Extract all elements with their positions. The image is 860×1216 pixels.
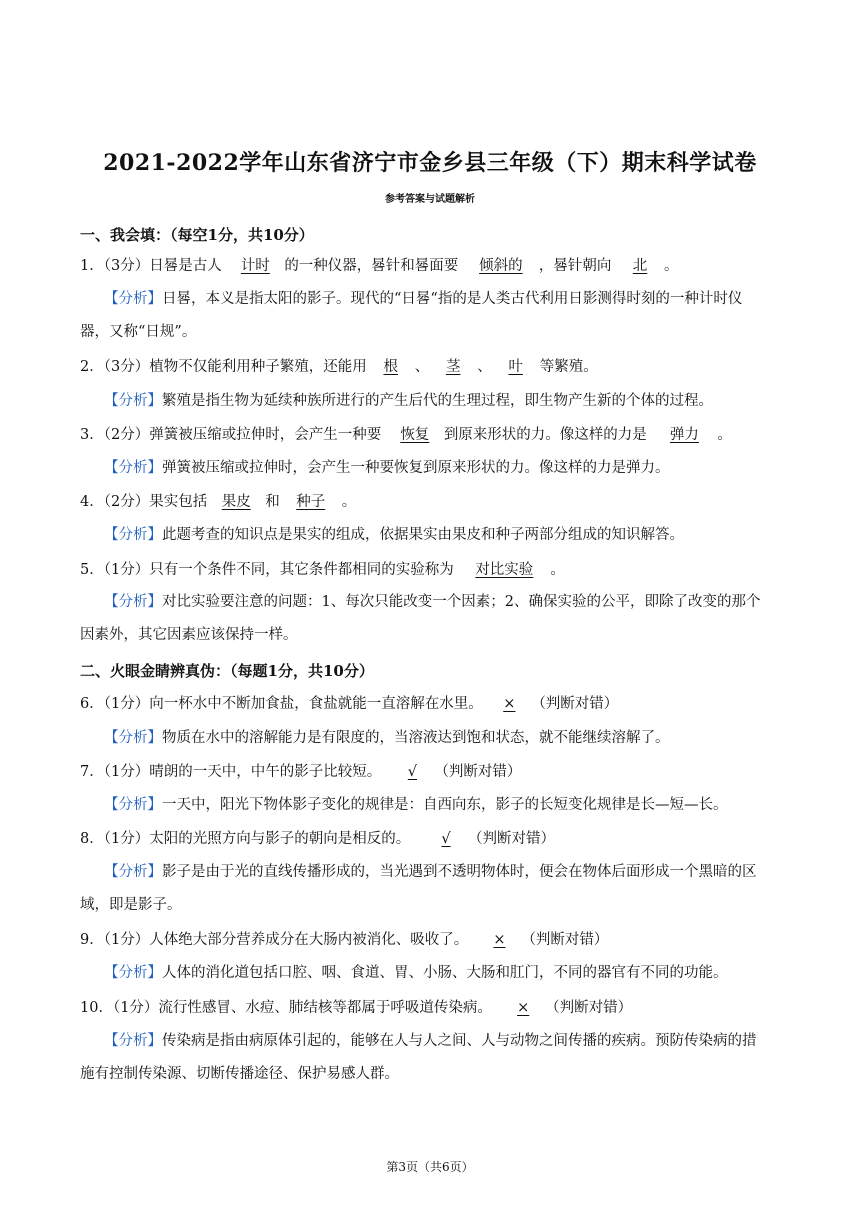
question-3: 3．（2分）弹簧被压缩或拉伸时，会产生一种要 恢复 到原来形状的力。像这样的力是 弹力 。 xyxy=(80,427,732,443)
section-heading-2: 二、火眼金睛辨真伪：（每题1分，共10分） xyxy=(80,662,374,680)
analysis-10: 【分析】传染病是指由病原体引起的，能够在人与人之间、人与动物之间传播的疾病。预防传染病的措 施有控制传染源、切断传播途径、保护易感人群。 xyxy=(80,1033,757,1082)
page-footer: 第3页（共6页） xyxy=(386,1160,474,1174)
page-title: 2021-2022学年山东省济宁市金乡县三年级（下）期末科学试卷 xyxy=(103,150,757,176)
question-5: 5．（1分）只有一个条件不同，其它条件都相同的实验称为 对比实验 。 xyxy=(80,562,565,578)
analysis-4: 【分析】此题考查的知识点是果实的组成，依据果实由果皮和种子两部分组成的知识解答。 xyxy=(104,527,684,543)
analysis-3: 【分析】弹簧被压缩或拉伸时，会产生一种要恢复到原来形状的力。像这样的力是弹力。 xyxy=(104,460,670,476)
question-2: 2．（3分）植物不仅能利用种子繁殖，还能用 根 、 茎 、 叶 等繁殖。 xyxy=(80,359,598,375)
answer-blank: 恢复 xyxy=(400,427,430,443)
analysis-tag: 【分析】 xyxy=(104,797,162,813)
analysis-2: 【分析】繁殖是指生物为延续种族所进行的产生后代的生理过程，即生物产生新的个体的过程。 xyxy=(104,393,713,409)
analysis-9: 【分析】人体的消化道包括口腔、咽、食道、胃、小肠、大肠和肛门，不同的器官有不同的功能。 xyxy=(104,965,728,981)
answer-blank: 北 xyxy=(632,258,648,274)
analysis-tag: 【分析】 xyxy=(104,291,162,307)
answer-blank: 种子 xyxy=(296,494,326,510)
analysis-tag: 【分析】 xyxy=(104,730,162,746)
answer-blank: × xyxy=(493,932,506,948)
answer-blank: √ xyxy=(407,764,418,780)
analysis-tag: 【分析】 xyxy=(104,1033,162,1049)
answer-blank: √ xyxy=(441,831,451,847)
analysis-tag: 【分析】 xyxy=(104,864,162,880)
answer-blank: × xyxy=(517,1000,530,1016)
section-heading-1: 一、我会填：（每空1分，共10分） xyxy=(80,226,314,244)
answer-blank: × xyxy=(503,696,516,712)
analysis-tag: 【分析】 xyxy=(104,460,162,476)
answer-blank: 对比实验 xyxy=(475,562,534,578)
answer-blank: 倾斜的 xyxy=(479,258,523,274)
analysis-tag: 【分析】 xyxy=(104,527,162,543)
analysis-6: 【分析】物质在水中的溶解能力是有限度的，当溶液达到饱和状态，就不能继续溶解了。 xyxy=(104,730,670,746)
analysis-tag: 【分析】 xyxy=(104,965,162,981)
answer-blank: 弹力 xyxy=(669,427,699,443)
question-6: 6．（1分）向一杯水中不断加食盐，食盐就能一直溶解在水里。 × （判断对错） xyxy=(80,696,619,712)
page-subtitle: 参考答案与试题解析 xyxy=(385,194,475,205)
answer-blank: 茎 xyxy=(445,359,461,375)
analysis-tag: 【分析】 xyxy=(104,594,162,610)
analysis-5: 【分析】对比实验要注意的问题：1、每次只能改变一个因素；2、确保实验的公平，即除了改变的那个 因素外，其它因素应该保持一样。 xyxy=(80,594,761,643)
analysis-7: 【分析】一天中，阳光下物体影子变化的规律是：自西向东，影子的长短变化规律是长—短—长。 xyxy=(104,797,728,813)
question-1: 1．（3分）日晷是古人 计时 的一种仪器，晷针和晷面要 倾斜的 ，晷针朝向 北 。 xyxy=(80,258,679,274)
question-7: 7．（1分）晴朗的一天中，中午的影子比较短。 √ （判断对错） xyxy=(80,764,522,780)
answer-blank: 根 xyxy=(383,359,398,375)
question-8: 8．（1分）太阳的光照方向与影子的朝向是相反的。 √ （判断对错） xyxy=(80,831,556,847)
answer-blank: 计时 xyxy=(240,258,270,274)
question-10: 10．（1分）流行性感冒、水痘、肺结核等都属于呼吸道传染病。 × （判断对错） xyxy=(80,1000,633,1016)
analysis-1: 【分析】日晷，本义是指太阳的影子。现代的“日晷“指的是人类古代利用日影测得时刻的一种计时仪 器，又称“日规”。 xyxy=(80,291,743,340)
question-9: 9．（1分）人体绝大部分营养成分在大肠内被消化、吸收了。 × （判断对错） xyxy=(80,932,609,948)
question-4: 4．（2分）果实包括 果皮 和 种子 。 xyxy=(80,494,357,510)
analysis-8: 【分析】影子是由于光的直线传播形成的，当光遇到不透明物体时，便会在物体后面形成一个黑暗的区 域，即是影子。 xyxy=(80,864,757,913)
answer-blank: 叶 xyxy=(508,359,523,375)
answer-blank: 果皮 xyxy=(221,494,251,510)
analysis-tag: 【分析】 xyxy=(104,393,162,409)
